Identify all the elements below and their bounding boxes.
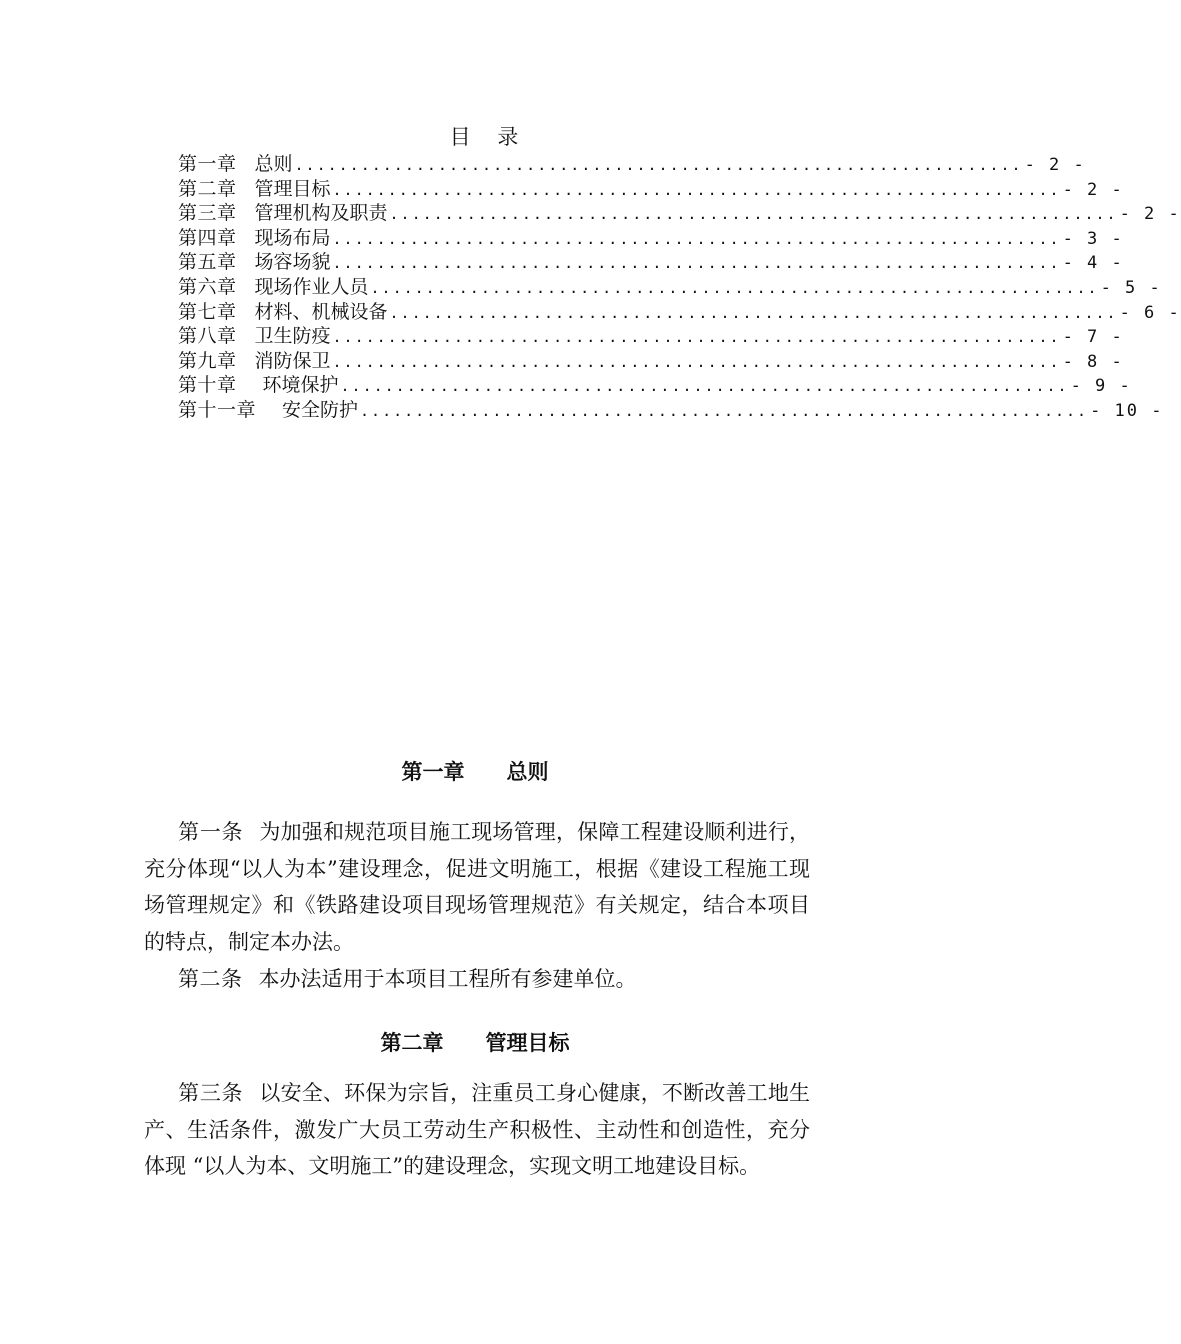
toc-entry[interactable] <box>178 250 1124 275</box>
chapter-title: 管理目标 <box>485 1031 570 1055</box>
toc-chapter-number: 第二章 <box>178 177 237 200</box>
toc-chapter-number: 第六章 <box>178 275 237 298</box>
toc-chapter-number: 第一章 <box>178 153 237 175</box>
toc-page-number: - 4 - <box>1062 253 1124 274</box>
toc-chapter-number: 第七章 <box>178 300 237 323</box>
toc-page-number: - 8 - <box>1062 351 1124 372</box>
toc-leader-dots: .................................................................. <box>389 205 1118 224</box>
toc-chapter-title: 卫生防疫 <box>254 325 331 348</box>
toc-entry[interactable] <box>178 373 1132 398</box>
toc-entry[interactable] <box>178 300 1181 325</box>
article-label: 第三条 <box>178 1081 244 1105</box>
toc-leader-dots: .................................................................. <box>332 254 1061 273</box>
toc-chapter-title: 总则 <box>254 153 293 175</box>
article-paragraph <box>144 814 810 960</box>
toc-chapter-title: 现场作业人员 <box>254 275 369 298</box>
toc-chapter-title: 现场布局 <box>254 226 331 249</box>
toc-chapter-title: 材料、机械设备 <box>254 300 388 323</box>
toc-page-number: - 6 - <box>1119 302 1181 323</box>
article-paragraph <box>144 1075 810 1185</box>
toc-page-number: - 9 - <box>1070 376 1132 397</box>
toc-entry[interactable] <box>178 226 1124 251</box>
article-label: 第二条 <box>178 967 243 991</box>
toc-chapter-title: 安全防护 <box>282 398 359 421</box>
toc-leader-dots: .................................................................. <box>370 278 1099 297</box>
toc-chapter-title: 场容场貌 <box>254 251 331 274</box>
toc-chapter-number: 第八章 <box>178 325 237 348</box>
toc-entry[interactable] <box>178 152 1086 177</box>
toc-entry[interactable] <box>178 324 1124 349</box>
table-of-contents <box>178 122 1181 423</box>
toc-chapter-title: 管理目标 <box>254 177 331 200</box>
toc-leader-dots: .................................................................. <box>332 328 1061 347</box>
toc-leader-dots: .................................................................. <box>332 229 1061 248</box>
article-text: 为加强和规范项目施工现场管理，保障工程建设顺利进行，充分体现“以人为本”建设理念，促进文明施工，根据《建设工程施工现场管理规定》和《铁路建设项目现场管理规范》有关规定，结合本项目的特点，制定本办法。 <box>144 820 810 954</box>
toc-title: 目 录 <box>449 125 529 149</box>
chapter-number: 第二章 <box>380 1031 444 1055</box>
toc-entry[interactable] <box>178 201 1181 226</box>
toc-chapter-title: 管理机构及职责 <box>254 202 388 225</box>
article-text: 本办法适用于本项目工程所有参建单位。 <box>258 967 637 991</box>
toc-page-number: - 7 - <box>1062 327 1124 348</box>
article-label: 第一条 <box>178 820 244 844</box>
article-text: 以安全、环保为宗旨，注重员工身心健康，不断改善工地生产、生活条件，激发广大员工劳动生产积极性、主动性和创造性，充分体现 “以人为本、文明施工”的建设理念，实现文明工地建设目标。 <box>144 1081 810 1178</box>
chapter-title: 总则 <box>506 760 549 784</box>
toc-chapter-title: 消防保卫 <box>254 349 331 372</box>
toc-leader-dots: .................................................................. <box>389 303 1118 322</box>
chapter-number: 第一章 <box>401 760 465 784</box>
toc-leader-dots: .................................................................. <box>340 377 1069 396</box>
toc-page-number: - 2 - <box>1024 155 1086 175</box>
toc-chapter-number: 第十章 <box>178 374 237 397</box>
toc-page-number: - 10 - <box>1090 400 1164 421</box>
toc-chapter-number: 第五章 <box>178 251 237 274</box>
toc-entry[interactable] <box>178 349 1124 374</box>
chapter-heading <box>0 1028 950 1058</box>
toc-chapter-number: 第十一章 <box>178 398 257 421</box>
toc-page-number: - 3 - <box>1062 228 1124 249</box>
chapter-heading <box>0 757 950 787</box>
toc-leader-dots: .................................................................. <box>360 401 1089 420</box>
toc-page-number: - 2 - <box>1062 179 1124 200</box>
toc-leader-dots: .................................................................. <box>332 180 1061 199</box>
toc-entry[interactable] <box>178 177 1124 202</box>
toc-chapter-number: 第三章 <box>178 202 237 225</box>
toc-entry[interactable] <box>178 275 1162 300</box>
toc-page-number: - 2 - <box>1119 204 1181 225</box>
toc-entry[interactable] <box>178 398 1164 423</box>
toc-page-number: - 5 - <box>1100 277 1162 298</box>
article-paragraph <box>144 961 810 998</box>
toc-chapter-number: 第九章 <box>178 349 237 372</box>
toc-leader-dots: .................................................................. <box>294 156 1023 174</box>
toc-chapter-number: 第四章 <box>178 226 237 249</box>
toc-chapter-title: 环境保护 <box>262 374 339 397</box>
toc-leader-dots: .................................................................. <box>332 352 1061 371</box>
